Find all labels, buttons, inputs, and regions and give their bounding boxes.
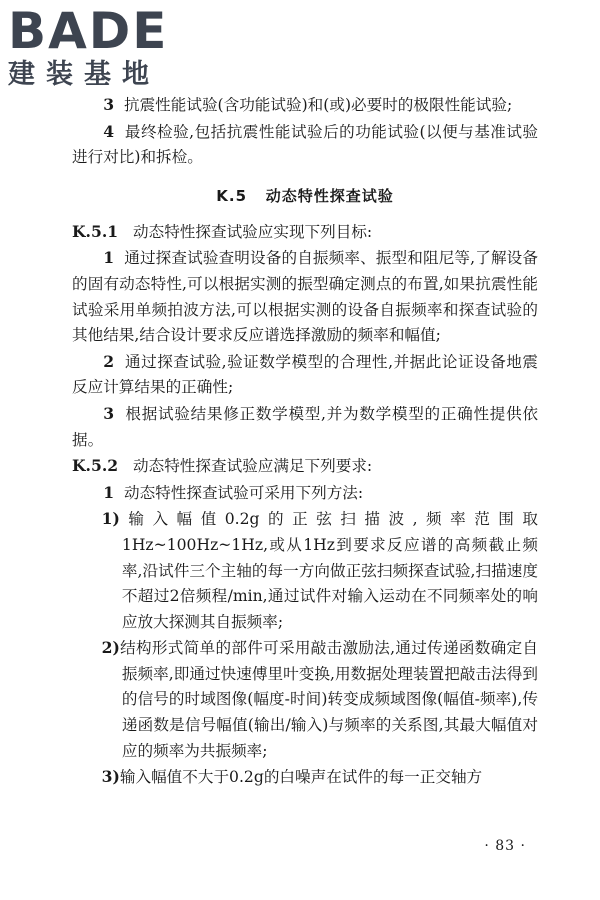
- clause-k52: [72, 453, 538, 480]
- page-body: [72, 92, 538, 791]
- item-number: 2: [103, 351, 115, 371]
- item-number: 1: [103, 482, 115, 502]
- item-text: 根据试验结果修正数学模型,并为数学模型的正确性提供依据。: [72, 404, 538, 449]
- subitem-text: 结构形式简单的部件可采用敲击激励法,通过传递函数确定自振频率,即通过快速傅里叶变换,用数据处理装置把敲击法得到的信号的时域图像(幅度-时间)转变成频域图像(幅值-频率),传递函数是信号幅值(输出/输入)与频率的关系图,其最大幅值对应的频率为共振频率;: [119, 639, 538, 760]
- section-number: K.5: [216, 186, 248, 205]
- clause-k51-item-1: [72, 245, 538, 348]
- clause-k52-item-1: [72, 480, 538, 507]
- subitem-text: 输入幅值不大于0.2g的白噪声在试件的每一正交轴方: [119, 768, 483, 787]
- subitem-number: 1): [101, 509, 120, 529]
- logo-subtitle: 建装基地: [8, 59, 160, 90]
- item-text: 动态特性探查试验可采用下列方法:: [123, 483, 364, 502]
- clause-k51-item-3: [72, 401, 538, 453]
- clause-k52-subitem-2: [72, 635, 538, 764]
- clause-text: 动态特性探查试验应实现下列目标:: [133, 222, 373, 241]
- clause-k51: [72, 219, 538, 246]
- item-text: 通过探查试验查明设备的自振频率、振型和阻尼等,了解设备的固有动态特性,可以根据实测的振型确定测点的布置,如果抗震性能试验采用单频拍波方法,可以根据实测的设备自振频率和探查试验的其他结果,结合设计要求反应谱选择激励的频率和幅值;: [72, 249, 538, 345]
- clause-k52-subitem-3: [72, 764, 538, 791]
- item-number: 3: [103, 95, 115, 114]
- item-number: 3: [103, 403, 115, 423]
- item-number: 1: [103, 248, 115, 268]
- item-text: 通过探查试验,验证数学模型的合理性,并据此论证设备地震反应计算结果的正确性;: [72, 352, 538, 397]
- paragraph-item-4: [72, 119, 538, 171]
- watermark-logo: [8, 2, 183, 90]
- logo-mark: BADE: [8, 2, 169, 60]
- subitem-text: 输入幅值0.2g的正弦扫描波,频率范围取1Hz~100Hz~1Hz,或从1Hz到要求反应谱的高频截止频率,沿试件三个主轴的每一方向做正弦扫频探查试验,扫描速度不超过2倍频程/min,通过试件对输入运动在不同频率处的响应放大探测其自振频率;: [119, 510, 538, 631]
- clause-k51-item-2: [72, 349, 538, 401]
- paragraph-item-3: [72, 92, 538, 119]
- clause-number: K.5.2: [72, 456, 119, 476]
- clause-k52-subitem-1: [72, 506, 538, 635]
- item-text: 最终检验,包括抗震性能试验后的功能试验(以便与基准试验进行对比)和拆检。: [72, 122, 538, 167]
- item-number: 4: [103, 121, 115, 141]
- section-heading: [72, 183, 538, 209]
- subitem-number: 3): [101, 767, 120, 787]
- item-text: 抗震性能试验(含功能试验)和(或)必要时的极限性能试验;: [123, 96, 513, 114]
- page-number: · 83 ·: [484, 838, 526, 854]
- clause-text: 动态特性探查试验应满足下列要求:: [133, 457, 373, 476]
- subitem-number: 2): [101, 638, 120, 658]
- section-title: 动态特性探查试验: [265, 186, 394, 205]
- clause-number: K.5.1: [72, 221, 119, 241]
